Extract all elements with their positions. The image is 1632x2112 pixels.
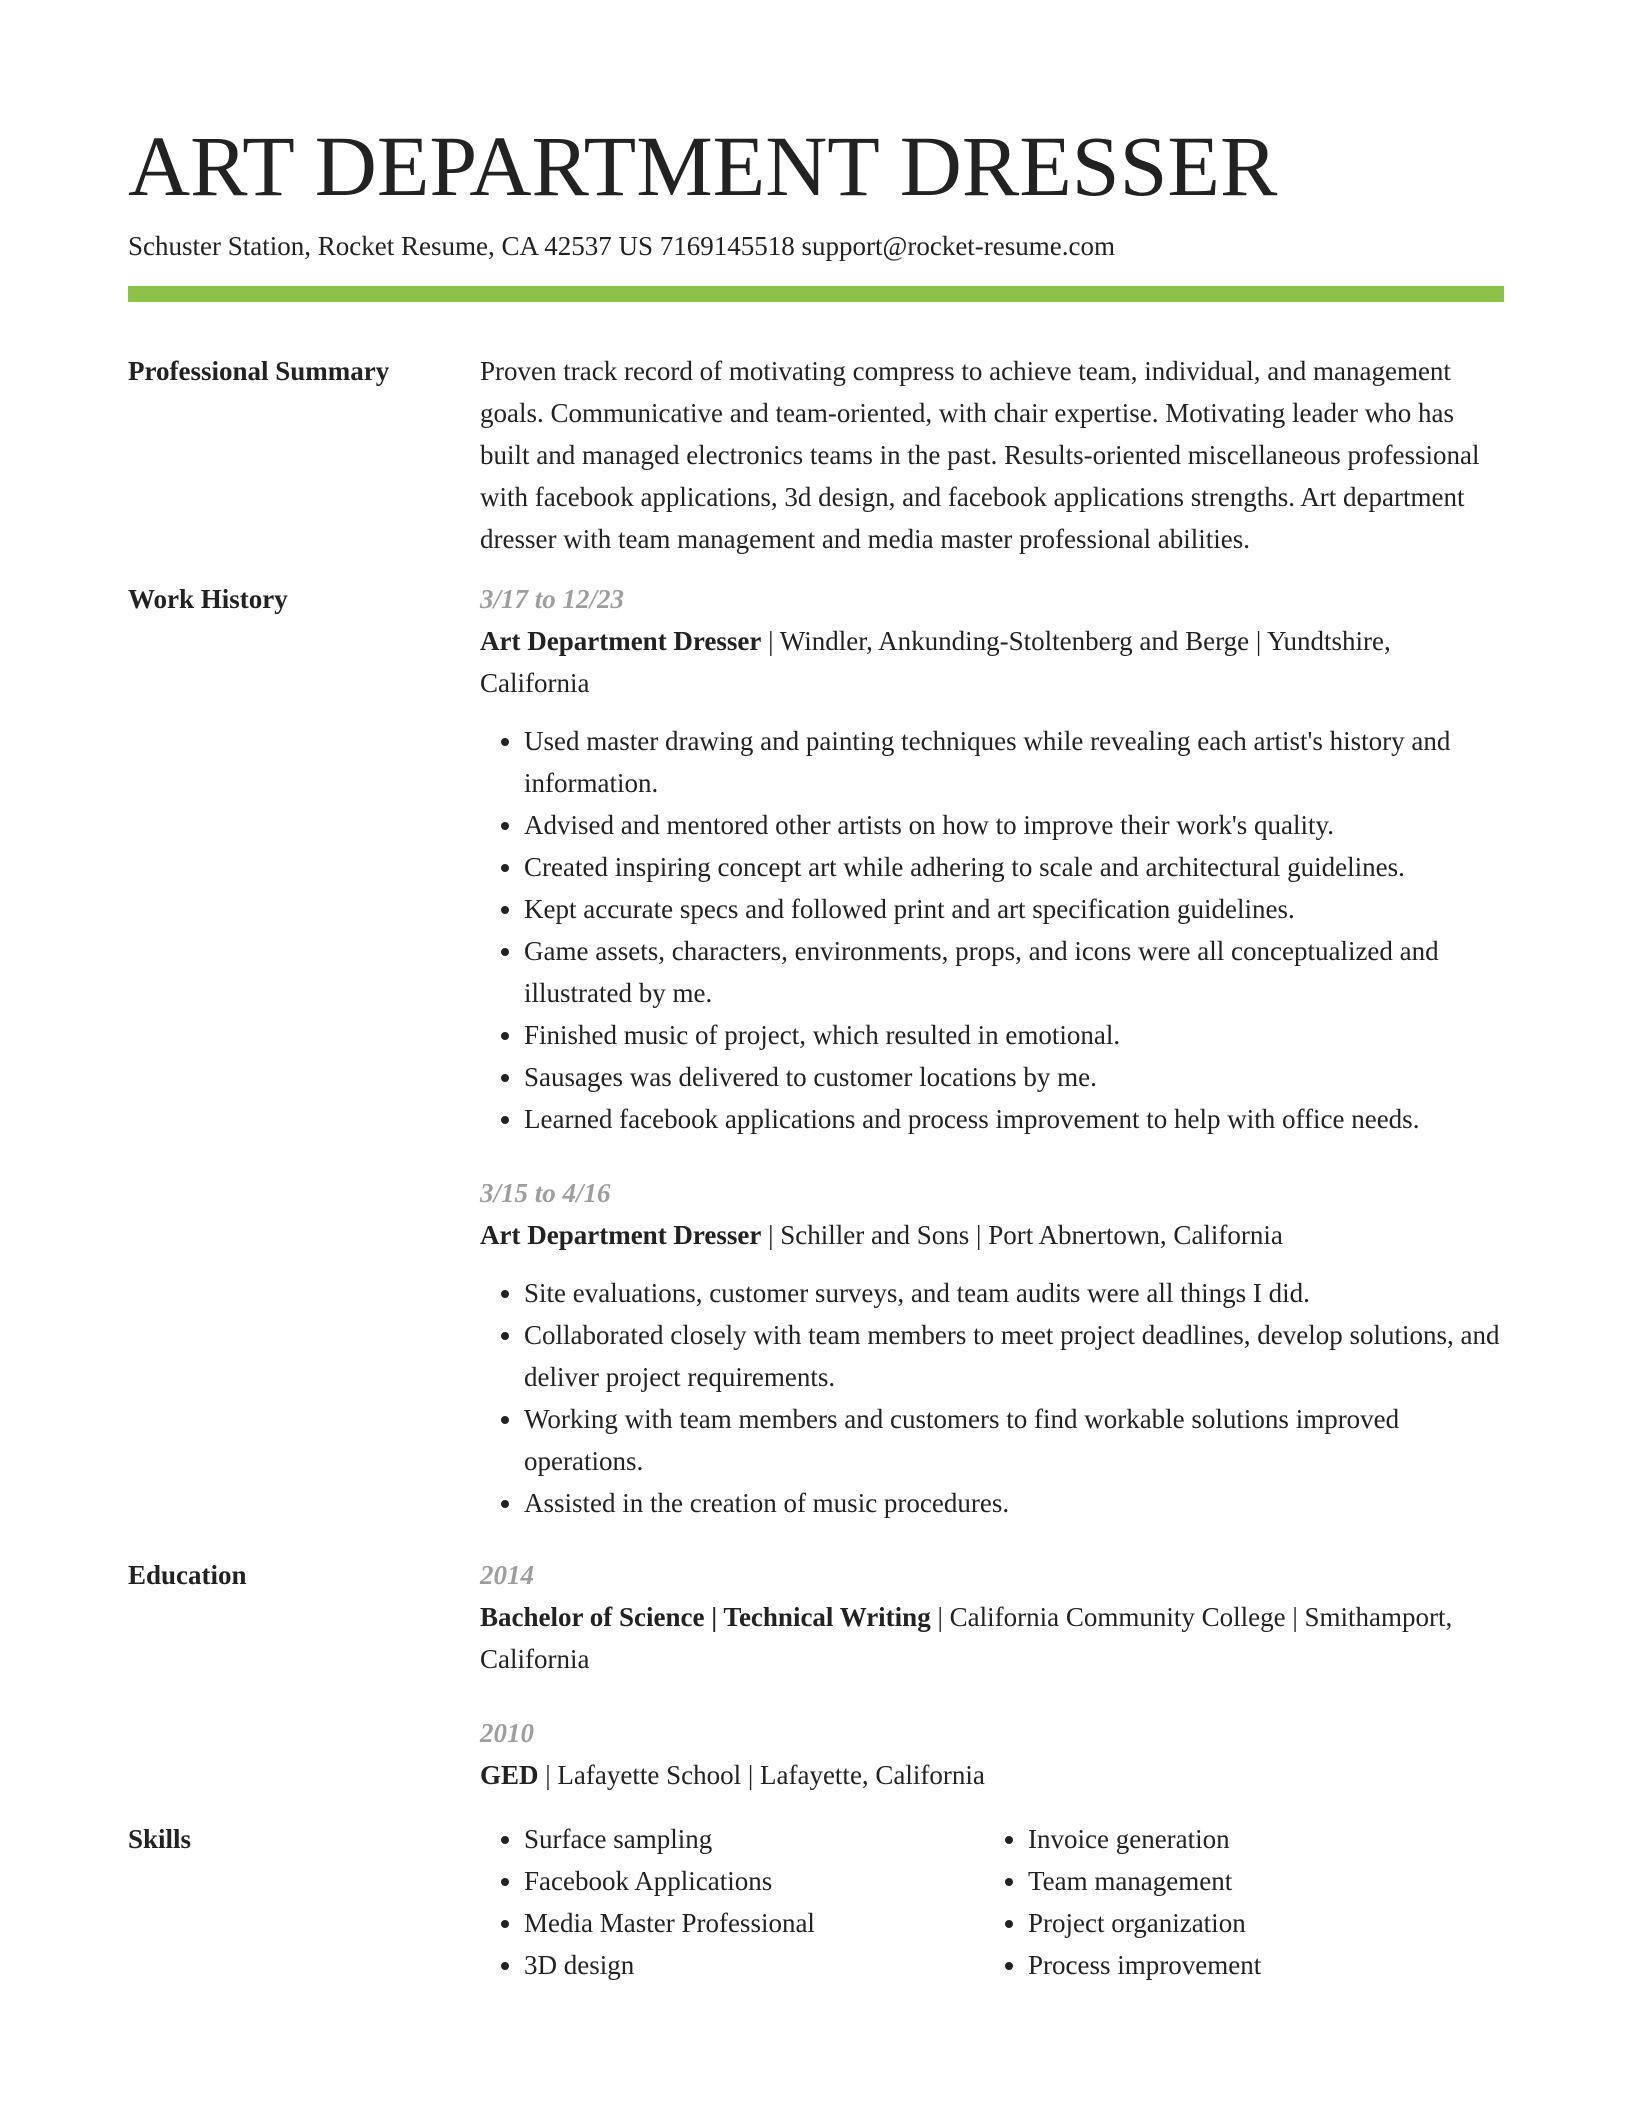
education-heading bbox=[480, 1754, 1504, 1796]
section-label-skills: Skills bbox=[128, 1824, 192, 1854]
job-entry bbox=[480, 578, 1504, 1140]
skill-item: • 3D design bbox=[524, 1944, 940, 1986]
job-employer-location: | Windler, Ankunding-Stoltenberg and Berge | Yundtshire, California bbox=[480, 626, 1391, 698]
summary-section bbox=[128, 350, 1504, 560]
candidate-name: ART DEPARTMENT DRESSER bbox=[128, 118, 1278, 214]
skills-list-left bbox=[480, 1818, 940, 1986]
job-bullet: • Site evaluations, customer surveys, and team audits were all things I did. bbox=[524, 1272, 1504, 1314]
job-bullet: • Learned facebook applications and process improvement to help with office needs. bbox=[524, 1098, 1504, 1140]
education-section bbox=[128, 1554, 1504, 1796]
skill-item: • Facebook Applications bbox=[524, 1860, 940, 1902]
accent-divider bbox=[128, 286, 1504, 302]
section-label-summary: Professional Summary bbox=[128, 356, 390, 386]
skill-item: • Invoice generation bbox=[1028, 1818, 1444, 1860]
skills-columns bbox=[480, 1818, 1504, 1986]
skill-item: • Process improvement bbox=[1028, 1944, 1444, 1986]
work-history-section bbox=[128, 578, 1504, 1524]
skill-item: • Project organization bbox=[1028, 1902, 1444, 1944]
degree: Bachelor of Science | Technical Writing bbox=[480, 1602, 931, 1632]
job-heading bbox=[480, 620, 1504, 704]
school-location: | California Community College | Smithamport, California bbox=[480, 1602, 1453, 1674]
education-heading bbox=[480, 1596, 1504, 1680]
job-bullet: • Game assets, characters, environments, props, and icons were all conceptualized and illustrated by me. bbox=[524, 930, 1504, 1014]
job-bullet: • Finished music of project, which resulted in emotional. bbox=[524, 1014, 1504, 1056]
section-label-education: Education bbox=[128, 1560, 247, 1590]
job-bullet: • Collaborated closely with team members to meet project deadlines, develop solutions, and deliver project requirements. bbox=[524, 1314, 1504, 1398]
job-bullet: • Assisted in the creation of music procedures. bbox=[524, 1482, 1504, 1524]
job-bullets bbox=[480, 1272, 1504, 1524]
job-bullets bbox=[480, 720, 1504, 1140]
education-entry bbox=[480, 1712, 1504, 1796]
job-employer-location: | Schiller and Sons | Port Abnertown, California bbox=[761, 1220, 1283, 1250]
job-dates: 3/15 to 4/16 bbox=[480, 1178, 611, 1208]
job-bullet: • Created inspiring concept art while adhering to scale and architectural guidelines. bbox=[524, 846, 1504, 888]
summary-text: Proven track record of motivating compress to achieve team, individual, and management goals. Communicative and team-oriented, with chair expertise. Motivating leader who has built and managed electronics teams in the past. Results-oriented miscellaneous professional with facebook applications, 3d design, and facebook applications strengths. Art department dresser with team management and media master professional abilities. bbox=[480, 356, 1480, 554]
job-heading bbox=[480, 1214, 1504, 1256]
job-bullet: • Used master drawing and painting techniques while revealing each artist's history and information. bbox=[524, 720, 1504, 804]
skills-section bbox=[128, 1818, 1504, 1986]
skills-list-right bbox=[984, 1818, 1444, 1986]
section-label-work: Work History bbox=[128, 584, 288, 614]
school-location: | Lafayette School | Lafayette, California bbox=[538, 1760, 985, 1790]
job-bullet: • Kept accurate specs and followed print and art specification guidelines. bbox=[524, 888, 1504, 930]
job-bullet: • Sausages was delivered to customer locations by me. bbox=[524, 1056, 1504, 1098]
education-year: 2014 bbox=[480, 1560, 534, 1590]
job-title: Art Department Dresser bbox=[480, 1220, 762, 1250]
job-bullet: • Working with team members and customers to find workable solutions improved operations. bbox=[524, 1398, 1504, 1482]
job-dates: 3/17 to 12/23 bbox=[480, 584, 625, 614]
job-bullet: • Advised and mentored other artists on how to improve their work's quality. bbox=[524, 804, 1504, 846]
skill-item: • Surface sampling bbox=[524, 1818, 940, 1860]
education-entry bbox=[480, 1554, 1504, 1680]
education-year: 2010 bbox=[480, 1718, 534, 1748]
degree: GED bbox=[480, 1760, 539, 1790]
job-title: Art Department Dresser bbox=[480, 626, 762, 656]
job-entry bbox=[480, 1172, 1504, 1524]
contact-line: Schuster Station, Rocket Resume, CA 42537 US 7169145518 support@rocket-resume.com bbox=[128, 231, 1116, 261]
skill-item: • Team management bbox=[1028, 1860, 1444, 1902]
skill-item: • Media Master Professional bbox=[524, 1902, 940, 1944]
